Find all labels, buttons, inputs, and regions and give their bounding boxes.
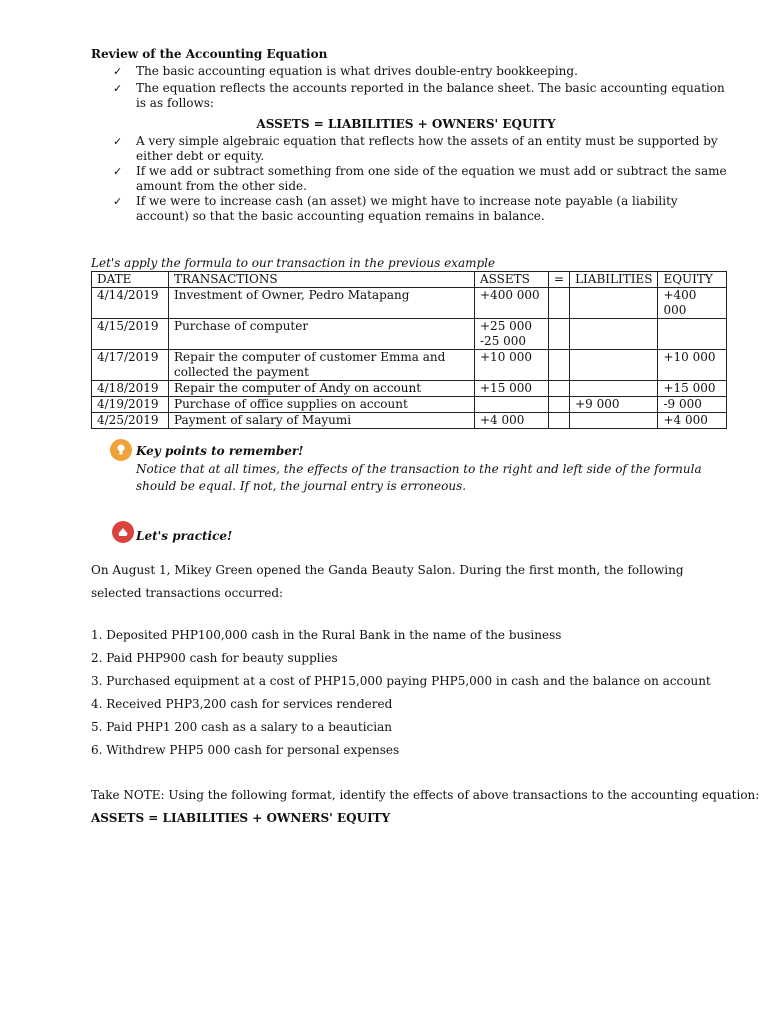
practice-equation: ASSETS = LIABILITIES + OWNERS' EQUITY (91, 811, 391, 825)
list-item: 1. Deposited PHP100,000 cash in the Rural Bank in the name of the business (91, 628, 562, 642)
table-caption: Let's apply the formula to our transaction in the previous example (91, 256, 496, 270)
cell-liabilities (570, 413, 658, 429)
key-points-body: Notice that at all times, the effects of the transaction to the right and left side of the formula should be equal. If not, the journal entry is erroneous. (136, 462, 702, 493)
cell-assets: +400 000 (475, 288, 549, 319)
list-item: 6. Withdrew PHP5 000 cash for personal expenses (91, 743, 400, 757)
checklist-item: ✓ A very simple algebraic equation that reflects how the assets of an entity must be supported by either debt or equity. (113, 134, 718, 163)
checklist-details (113, 134, 728, 224)
cell-equity: +15 000 (658, 381, 727, 397)
header-date: DATE (92, 272, 169, 288)
cell-equity (658, 319, 727, 350)
cell-transaction: Investment of Owner, Pedro Matapang (169, 288, 475, 319)
checkmark-icon: ✓ (113, 165, 123, 178)
table-row (92, 319, 727, 350)
accounting-equation: ASSETS = LIABILITIES + OWNERS' EQUITY (256, 117, 556, 131)
key-points-title: Key points to remember! (136, 444, 304, 458)
checkmark-icon: ✓ (113, 195, 123, 208)
table-row (92, 381, 727, 397)
header-assets: ASSETS (475, 272, 549, 288)
lightbulb-icon (110, 439, 132, 461)
practice-intro: On August 1, Mikey Green opened the Ganda Beauty Salon. During the first month, the following selected transactions occurred: (91, 563, 684, 600)
list-item: 3. Purchased equipment at a cost of PHP15,000 paying PHP5,000 in cash and the balance on account (91, 674, 711, 688)
cell-equity: +400 000 (658, 288, 727, 319)
cell-transaction: Repair the computer of customer Emma and collected the payment (169, 350, 475, 381)
checklist-intro (113, 64, 728, 113)
cell-equals (549, 350, 570, 381)
header-transactions: TRANSACTIONS (169, 272, 475, 288)
header-equals: = (549, 272, 570, 288)
checklist-item: ✓ The equation reflects the accounts reported in the balance sheet. The basic accounting equation is as follows: (113, 81, 725, 110)
cell-assets: +4 000 (475, 413, 549, 429)
cell-liabilities (570, 350, 658, 381)
table-row (92, 413, 727, 429)
cell-equity: +10 000 (658, 350, 727, 381)
table-header-row (92, 272, 727, 288)
practice-note: Take NOTE: Using the following format, identify the effects of above transactions to the accounting equation: (91, 788, 760, 802)
list-item: 2. Paid PHP900 cash for beauty supplies (91, 651, 338, 665)
cell-equity: -9 000 (658, 397, 727, 413)
cell-date: 4/25/2019 (92, 413, 169, 429)
cell-equals (549, 319, 570, 350)
transactions-table (91, 271, 727, 429)
practice-icon (112, 521, 134, 543)
checkmark-icon: ✓ (113, 82, 123, 95)
cell-date: 4/15/2019 (92, 319, 169, 350)
cell-liabilities: +9 000 (570, 397, 658, 413)
cell-date: 4/14/2019 (92, 288, 169, 319)
table-body (92, 288, 727, 429)
cell-assets (475, 397, 549, 413)
cell-date: 4/18/2019 (92, 381, 169, 397)
header-equity: EQUITY (658, 272, 727, 288)
table-row (92, 350, 727, 381)
checkmark-icon: ✓ (113, 65, 123, 78)
checklist-item: ✓ The basic accounting equation is what drives double-entry bookkeeping. (113, 64, 578, 78)
cell-transaction: Repair the computer of Andy on account (169, 381, 475, 397)
cell-equals (549, 381, 570, 397)
cell-equity: +4 000 (658, 413, 727, 429)
checklist-item: ✓ If we add or subtract something from one side of the equation we must add or subtract the same amount from the other side. (113, 164, 727, 193)
cell-assets: +10 000 (475, 350, 549, 381)
cell-transaction: Purchase of office supplies on account (169, 397, 475, 413)
cell-transaction: Purchase of computer (169, 319, 475, 350)
cell-liabilities (570, 288, 658, 319)
cell-equals (549, 397, 570, 413)
table-row (92, 397, 727, 413)
cell-equals (549, 288, 570, 319)
table-row (92, 288, 727, 319)
cell-liabilities (570, 381, 658, 397)
checklist-item: ✓ If we were to increase cash (an asset) we might have to increase note payable (a liability account) so that the basic accounting equation remains in balance. (113, 194, 678, 223)
cell-equals (549, 413, 570, 429)
practice-title: Let's practice! (136, 529, 233, 543)
cell-date: 4/19/2019 (92, 397, 169, 413)
practice-transaction-list (91, 628, 711, 766)
checkmark-icon: ✓ (113, 135, 123, 148)
list-item: 4. Received PHP3,200 cash for services rendered (91, 697, 393, 711)
cell-date: 4/17/2019 (92, 350, 169, 381)
cell-liabilities (570, 319, 658, 350)
cell-transaction: Payment of salary of Mayumi (169, 413, 475, 429)
cell-assets: +15 000 (475, 381, 549, 397)
section-heading: Review of the Accounting Equation (91, 47, 328, 61)
header-liabilities: LIABILITIES (570, 272, 658, 288)
cell-assets: +25 000 -25 000 (475, 319, 549, 350)
list-item: 5. Paid PHP1 200 cash as a salary to a beautician (91, 720, 392, 734)
